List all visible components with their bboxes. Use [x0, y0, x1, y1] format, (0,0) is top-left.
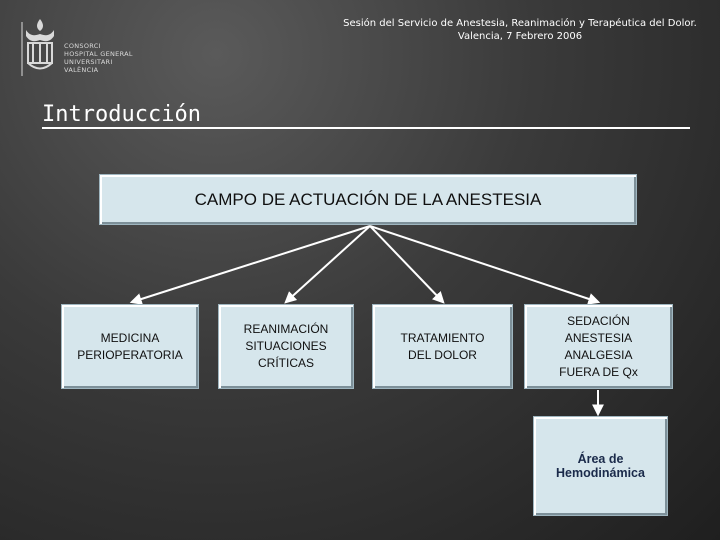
child-node-label: TRATAMIENTO DEL DOLOR: [400, 330, 485, 362]
sub-node-hemodinamica: [533, 416, 668, 516]
logo-line: VALÈNCIA: [64, 66, 99, 74]
header-line-1: Sesión del Servicio de Anestesia, Reanimación y Terapéutica del Dolor.: [343, 18, 697, 29]
child-node-label: SEDACIÓN ANESTESIA ANALGESIA FUERA DE Qx: [559, 313, 638, 379]
header-line-2: Valencia, 7 Febrero 2006: [457, 31, 583, 42]
child-node-label: REANIMACIÓN SITUACIONES CRÍTICAS: [243, 322, 329, 370]
connector-line: [132, 226, 370, 302]
section-title: Introducción: [42, 102, 201, 127]
child-node-tratamiento: [372, 304, 513, 389]
connector-line: [286, 226, 370, 302]
logo-line: CONSORCI: [64, 42, 101, 50]
child-node-reanimacion: [218, 304, 354, 389]
connector-line: [370, 226, 598, 302]
child-node-sedacion: [524, 304, 673, 389]
sub-node-label: Área de Hemodinámica: [556, 452, 645, 480]
logo-line: HOSPITAL GENERAL: [64, 50, 133, 58]
child-node-medicina: [61, 304, 199, 389]
root-node-label: CAMPO DE ACTUACIÓN DE LA ANESTESIA: [194, 189, 542, 209]
root-node: [99, 174, 637, 225]
logo-line: UNIVERSITARI: [64, 58, 113, 66]
child-node-label: MEDICINA PERIOPERATORIA: [77, 330, 183, 362]
